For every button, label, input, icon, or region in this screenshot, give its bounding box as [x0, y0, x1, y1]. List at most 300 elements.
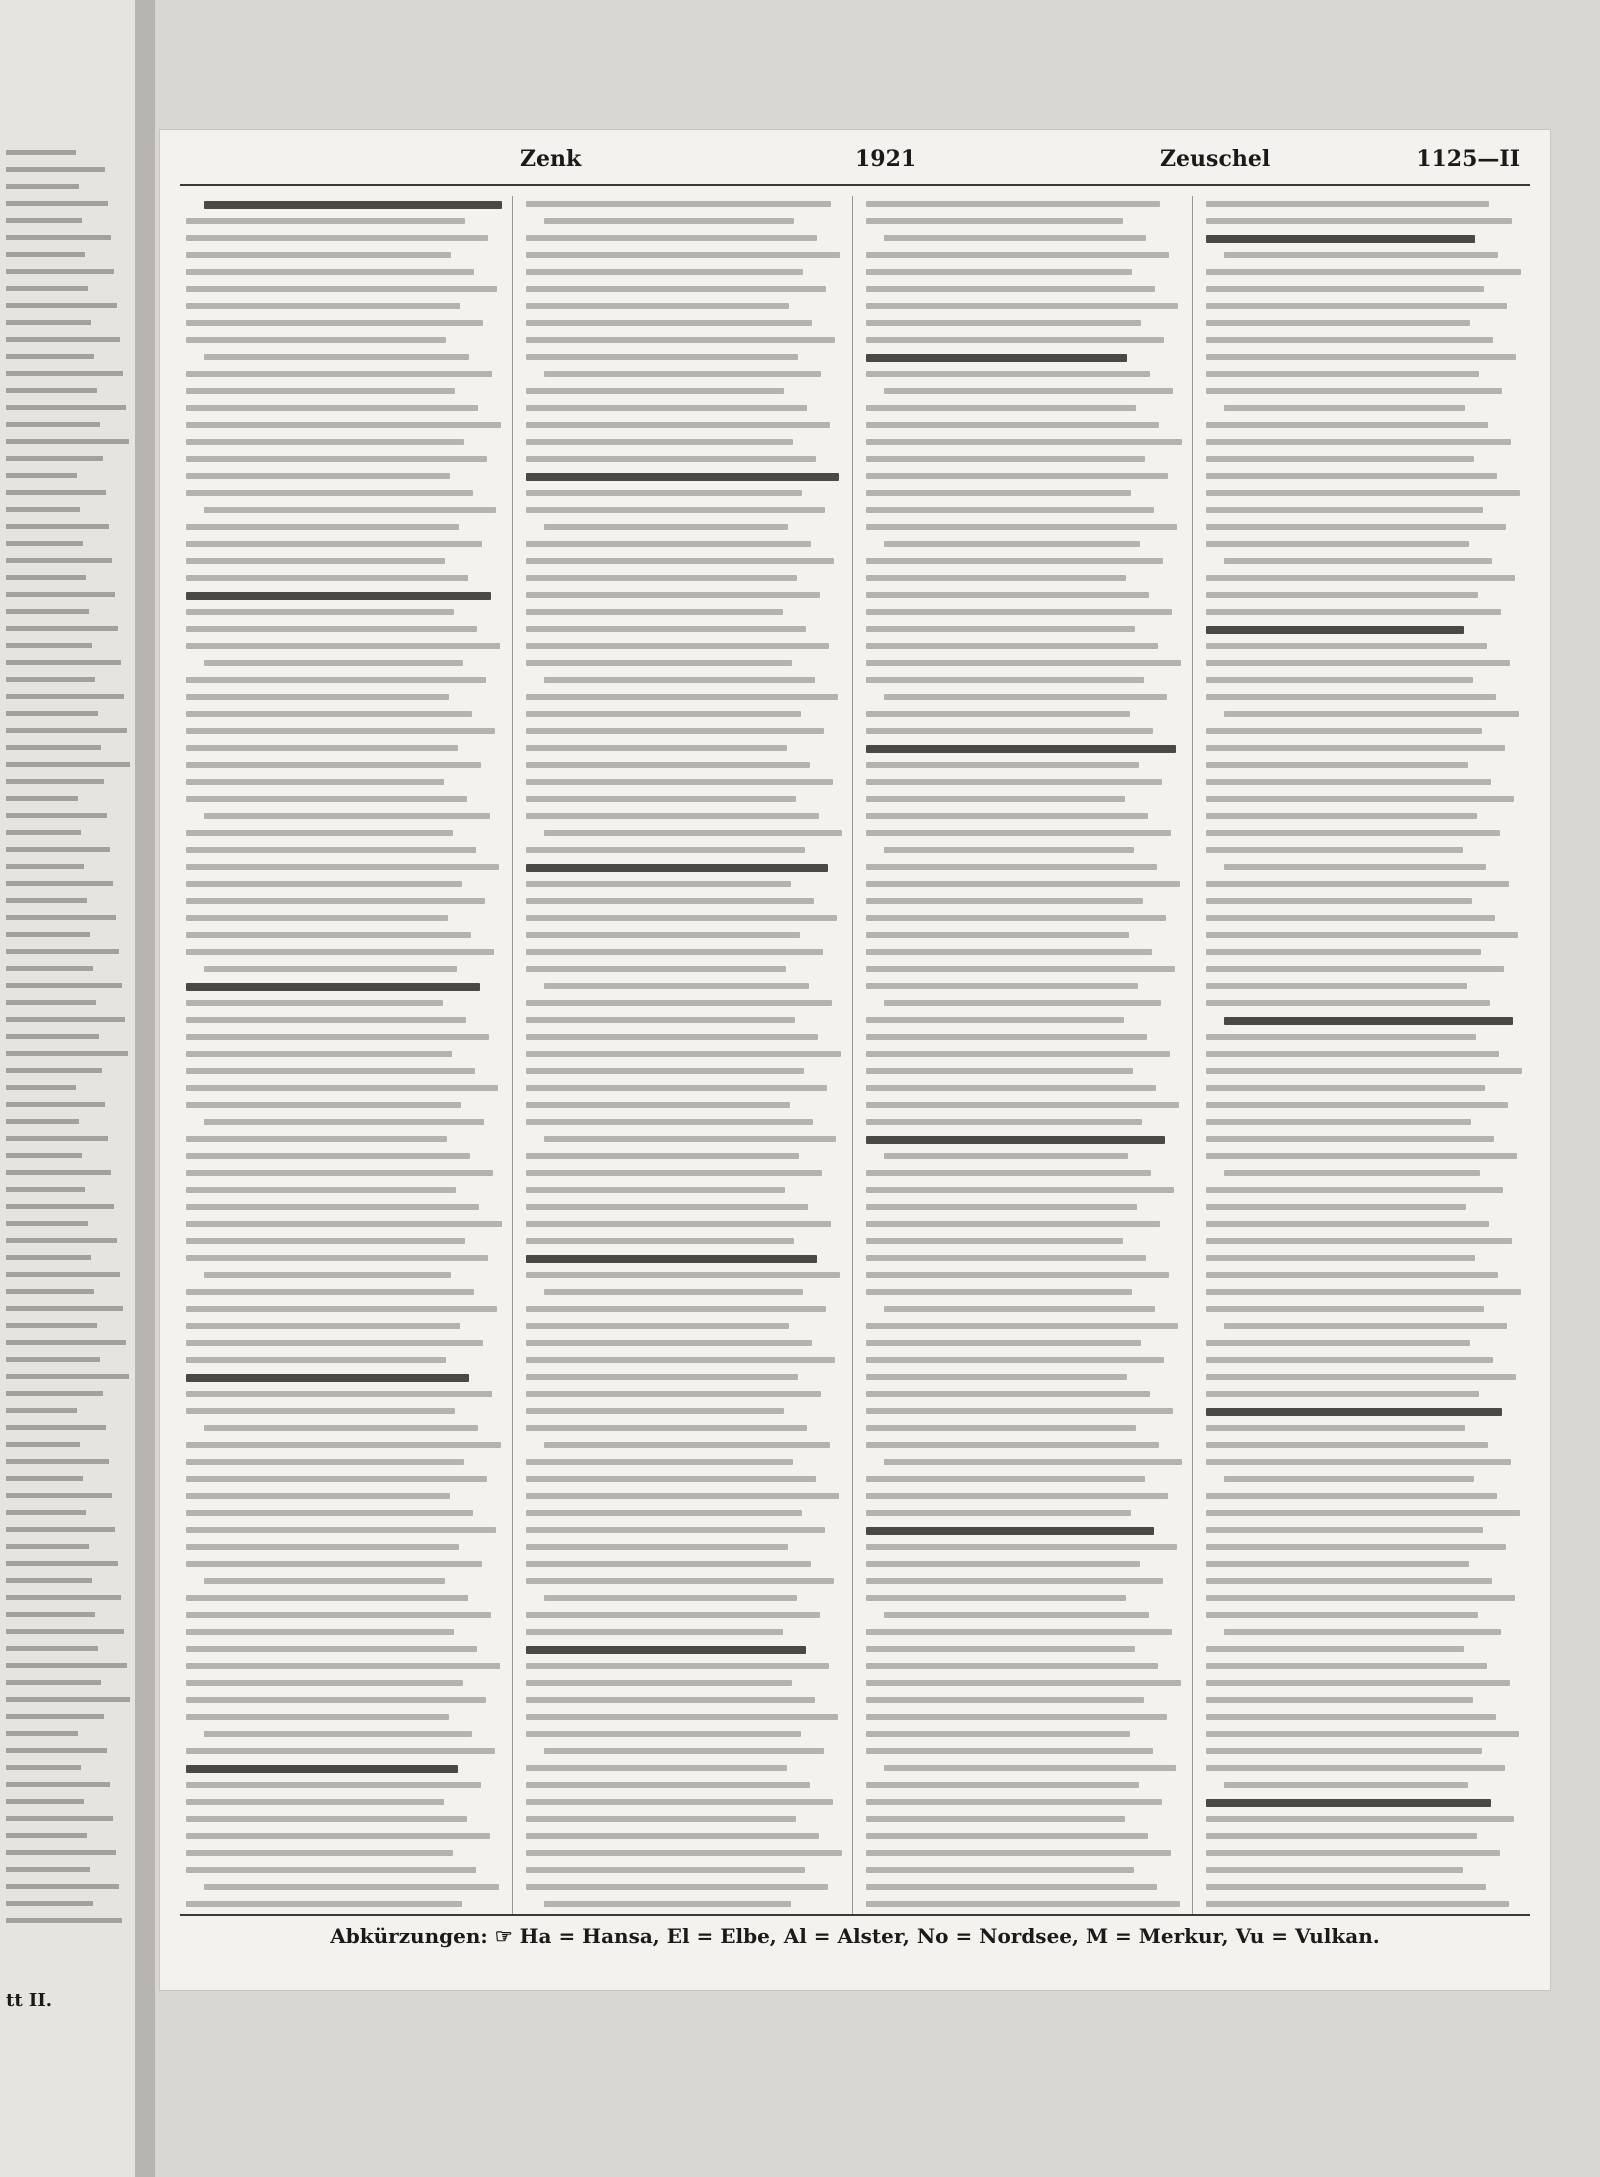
- entry-line-placeholder: [1206, 1425, 1465, 1431]
- entry-line-placeholder: [1206, 1034, 1476, 1040]
- entry-line-placeholder: [186, 949, 494, 955]
- entry-line-placeholder: [1206, 1374, 1516, 1380]
- entry-line-placeholder: [1206, 762, 1468, 768]
- entry-line-placeholder: [186, 252, 451, 258]
- entry-line-placeholder: [186, 1017, 466, 1023]
- entry-line-placeholder: [526, 1306, 826, 1312]
- previous-page-line-placeholder: [6, 1238, 117, 1243]
- entry-line-placeholder: [204, 660, 463, 666]
- entry-line-placeholder: [866, 524, 1177, 530]
- entry-line-placeholder: [526, 490, 802, 496]
- entry-line-placeholder: [866, 303, 1178, 309]
- entry-line-placeholder: [526, 1068, 804, 1074]
- entry-line-placeholder: [1206, 1578, 1492, 1584]
- entry-line-placeholder: [866, 1170, 1151, 1176]
- last-entry-name: Zeuschel: [1160, 146, 1271, 172]
- entry-line-placeholder: [526, 1153, 799, 1159]
- previous-page-line-placeholder: [6, 1867, 90, 1872]
- previous-page-line-placeholder: [6, 1629, 124, 1634]
- entry-line-placeholder: [186, 286, 497, 292]
- entry-line-placeholder: [866, 915, 1166, 921]
- entry-line-placeholder: [1206, 1799, 1491, 1807]
- entry-line-placeholder: [884, 847, 1134, 853]
- entry-line-placeholder: [526, 1765, 787, 1771]
- entry-line-placeholder: [526, 1527, 825, 1533]
- entry-line-placeholder: [204, 354, 469, 360]
- entry-line-placeholder: [186, 1187, 456, 1193]
- entry-line-placeholder: [1206, 1595, 1515, 1601]
- previous-page-line-placeholder: [6, 711, 98, 716]
- entry-line-placeholder: [186, 643, 500, 649]
- entry-line-placeholder: [186, 728, 495, 734]
- entry-line-placeholder: [1206, 796, 1514, 802]
- entry-line-placeholder: [186, 320, 483, 326]
- entry-line-placeholder: [1206, 728, 1482, 734]
- entry-line-placeholder: [186, 983, 480, 991]
- entry-line-placeholder: [1206, 813, 1477, 819]
- entry-line-placeholder: [866, 252, 1169, 258]
- entry-line-placeholder: [866, 1629, 1172, 1635]
- entry-line-placeholder: [526, 541, 811, 547]
- entry-line-placeholder: [1224, 1476, 1474, 1482]
- entry-line-placeholder: [526, 932, 800, 938]
- entry-line-placeholder: [866, 1017, 1124, 1023]
- entry-line-placeholder: [526, 456, 816, 462]
- entry-line-placeholder: [1206, 779, 1491, 785]
- entry-line-placeholder: [526, 575, 797, 581]
- entry-line-placeholder: [1206, 1119, 1471, 1125]
- previous-page-line-placeholder: [6, 150, 76, 155]
- entry-line-placeholder: [186, 1000, 443, 1006]
- entry-line-placeholder: [186, 779, 444, 785]
- entry-line-placeholder: [866, 1697, 1144, 1703]
- entry-line-placeholder: [1206, 218, 1512, 224]
- entry-line-placeholder: [186, 915, 448, 921]
- previous-page-line-placeholder: [6, 932, 90, 937]
- previous-page-line-placeholder: [6, 1714, 104, 1719]
- entry-line-placeholder: [204, 201, 502, 209]
- entry-line-placeholder: [186, 609, 454, 615]
- entry-line-placeholder: [204, 966, 457, 972]
- entry-line-placeholder: [866, 1340, 1141, 1346]
- entry-line-placeholder: [866, 1204, 1137, 1210]
- entry-line-placeholder: [526, 898, 814, 904]
- entry-line-placeholder: [1206, 1289, 1521, 1295]
- entry-line-placeholder: [866, 1493, 1168, 1499]
- entry-line-placeholder: [526, 1272, 840, 1278]
- entry-line-placeholder: [866, 1561, 1140, 1567]
- entry-line-placeholder: [186, 1221, 502, 1227]
- directory-page: [160, 130, 1550, 1990]
- entry-line-placeholder: [526, 1867, 805, 1873]
- entry-line-placeholder: [186, 1323, 460, 1329]
- entry-line-placeholder: [866, 439, 1182, 445]
- entry-line-placeholder: [866, 1102, 1179, 1108]
- entry-line-placeholder: [866, 1136, 1165, 1144]
- entry-line-placeholder: [186, 1544, 459, 1550]
- previous-page-line-placeholder: [6, 1697, 130, 1702]
- previous-page-line-placeholder: [6, 269, 114, 274]
- previous-page-line-placeholder: [6, 1833, 87, 1838]
- entry-line-placeholder: [866, 354, 1127, 362]
- entry-line-placeholder: [186, 1459, 464, 1465]
- previous-page-line-placeholder: [6, 575, 86, 580]
- entry-line-placeholder: [204, 813, 490, 819]
- previous-page-line-placeholder: [6, 830, 81, 835]
- entry-line-placeholder: [186, 1051, 452, 1057]
- entry-line-placeholder: [186, 1816, 467, 1822]
- entry-line-placeholder: [526, 592, 820, 598]
- entry-line-placeholder: [866, 1646, 1135, 1652]
- entry-line-placeholder: [526, 1255, 817, 1263]
- entry-line-placeholder: [186, 1663, 500, 1669]
- entry-line-placeholder: [1206, 1884, 1486, 1890]
- entry-line-placeholder: [1206, 677, 1473, 683]
- entry-line-placeholder: [526, 388, 784, 394]
- entry-line-placeholder: [186, 1204, 479, 1210]
- previous-page-line-placeholder: [6, 847, 110, 852]
- previous-page-line-placeholder: [6, 507, 80, 512]
- entry-line-placeholder: [186, 269, 474, 275]
- previous-page-line-placeholder: [6, 286, 88, 291]
- entry-line-placeholder: [1206, 1510, 1520, 1516]
- previous-page-line-placeholder: [6, 1510, 86, 1515]
- entry-line-placeholder: [1206, 1816, 1514, 1822]
- entry-line-placeholder: [186, 1102, 461, 1108]
- previous-page-line-placeholder: [6, 1425, 106, 1430]
- entry-line-placeholder: [526, 1051, 841, 1057]
- entry-line-placeholder: [1206, 1187, 1503, 1193]
- entry-line-placeholder: [204, 507, 496, 513]
- previous-page-line-placeholder: [6, 405, 126, 410]
- entry-line-placeholder: [526, 1102, 790, 1108]
- entry-line-placeholder: [1206, 1442, 1488, 1448]
- entry-line-placeholder: [186, 1561, 482, 1567]
- entry-line-placeholder: [866, 983, 1138, 989]
- entry-line-placeholder: [866, 1527, 1154, 1535]
- entry-line-placeholder: [866, 1578, 1163, 1584]
- entry-line-placeholder: [526, 286, 826, 292]
- entry-line-placeholder: [1206, 1646, 1464, 1652]
- previous-page-line-placeholder: [6, 1493, 112, 1498]
- entry-line-placeholder: [544, 371, 821, 377]
- entry-line-placeholder: [1206, 1714, 1496, 1720]
- previous-page-line-placeholder: [6, 1374, 129, 1379]
- entry-line-placeholder: [526, 1714, 838, 1720]
- entry-line-placeholder: [526, 269, 803, 275]
- previous-page-line-placeholder: [6, 337, 120, 342]
- entry-line-placeholder: [1206, 490, 1520, 496]
- entry-line-placeholder: [186, 456, 487, 462]
- abbreviation-key: Abkürzungen: ☞ Ha = Hansa, El = Elbe, Al = Alster, No = Nordsee, M = Merkur, Vu = Vulkan.: [180, 1914, 1530, 1956]
- previous-page-line-placeholder: [6, 1102, 105, 1107]
- entry-line-placeholder: [866, 1476, 1145, 1482]
- previous-page-footnote: tt II.: [6, 1990, 53, 2011]
- entry-line-placeholder: [186, 1833, 490, 1839]
- entry-line-placeholder: [866, 592, 1149, 598]
- entry-line-placeholder: [186, 1085, 498, 1091]
- entry-line-placeholder: [526, 1782, 810, 1788]
- entry-line-placeholder: [1206, 201, 1489, 207]
- entry-line-placeholder: [866, 1289, 1132, 1295]
- previous-page-line-placeholder: [6, 201, 108, 206]
- entry-line-placeholder: [866, 1748, 1153, 1754]
- entry-line-placeholder: [866, 745, 1176, 753]
- entry-line-placeholder: [526, 626, 806, 632]
- entry-line-placeholder: [1206, 1102, 1508, 1108]
- previous-page-line-placeholder: [6, 728, 127, 733]
- column-4: [1200, 196, 1532, 1916]
- previous-page-line-placeholder: [6, 677, 95, 682]
- entry-line-placeholder: [1206, 1000, 1490, 1006]
- previous-page-line-placeholder: [6, 1068, 102, 1073]
- entry-line-placeholder: [526, 1085, 827, 1091]
- entry-line-placeholder: [1206, 592, 1478, 598]
- entry-line-placeholder: [1224, 711, 1519, 717]
- previous-page-line-placeholder: [6, 320, 91, 325]
- previous-page-line-placeholder: [6, 1544, 89, 1549]
- previous-page-line-placeholder: [6, 1408, 77, 1413]
- entry-line-placeholder: [1206, 1765, 1505, 1771]
- previous-page-line-placeholder: [6, 1272, 120, 1277]
- previous-page-line-placeholder: [6, 915, 116, 920]
- entry-line-placeholder: [866, 490, 1131, 496]
- previous-page-line-placeholder: [6, 1561, 118, 1566]
- entry-line-placeholder: [866, 609, 1172, 615]
- entry-line-placeholder: [1224, 864, 1486, 870]
- entry-line-placeholder: [544, 1595, 797, 1601]
- entry-line-placeholder: [544, 1901, 791, 1907]
- previous-page-line-placeholder: [6, 524, 109, 529]
- entry-line-placeholder: [1206, 1391, 1479, 1397]
- entry-line-placeholder: [866, 1357, 1164, 1363]
- entry-line-placeholder: [866, 1510, 1131, 1516]
- year: 1921: [855, 146, 917, 172]
- entry-line-placeholder: [1206, 1544, 1506, 1550]
- entry-line-placeholder: [866, 1663, 1158, 1669]
- entry-line-placeholder: [526, 1731, 801, 1737]
- previous-page-line-placeholder: [6, 1085, 76, 1090]
- previous-page-line-placeholder: [6, 1765, 81, 1770]
- entry-line-placeholder: [526, 949, 823, 955]
- entry-line-placeholder: [1206, 1561, 1469, 1567]
- entry-line-placeholder: [526, 609, 783, 615]
- entry-line-placeholder: [866, 422, 1159, 428]
- entry-line-placeholder: [1224, 252, 1498, 258]
- entry-line-placeholder: [526, 1204, 808, 1210]
- previous-page-line-placeholder: [6, 1442, 80, 1447]
- entry-line-placeholder: [526, 1000, 832, 1006]
- entry-line-placeholder: [526, 1646, 806, 1654]
- entry-line-placeholder: [526, 507, 825, 513]
- previous-page-line-placeholder: [6, 422, 100, 427]
- entry-line-placeholder: [1206, 1527, 1483, 1533]
- previous-page-line-placeholder: [6, 1816, 113, 1821]
- entry-line-placeholder: [526, 1799, 833, 1805]
- entry-line-placeholder: [1206, 371, 1479, 377]
- entry-line-placeholder: [526, 813, 819, 819]
- entry-line-placeholder: [186, 762, 481, 768]
- entry-line-placeholder: [186, 1612, 491, 1618]
- previous-page-line-placeholder: [6, 1000, 96, 1005]
- entry-line-placeholder: [866, 1068, 1133, 1074]
- previous-page-line-placeholder: [6, 1578, 92, 1583]
- entry-line-placeholder: [544, 677, 815, 683]
- entry-line-placeholder: [866, 286, 1155, 292]
- entry-line-placeholder: [1206, 320, 1470, 326]
- entry-line-placeholder: [866, 1714, 1167, 1720]
- entry-line-placeholder: [1206, 1272, 1498, 1278]
- previous-page-line-placeholder: [6, 1476, 83, 1481]
- entry-line-placeholder: [1206, 269, 1521, 275]
- entry-line-placeholder: [884, 1612, 1149, 1618]
- entry-line-placeholder: [866, 371, 1150, 377]
- entry-line-placeholder: [526, 745, 787, 751]
- previous-page-line-placeholder: [6, 1340, 126, 1345]
- entry-line-placeholder: [1206, 660, 1510, 666]
- previous-page-line-placeholder: [6, 1459, 109, 1464]
- entry-line-placeholder: [526, 1238, 794, 1244]
- entry-line-placeholder: [526, 1578, 834, 1584]
- entry-line-placeholder: [884, 1000, 1161, 1006]
- entry-line-placeholder: [866, 1051, 1170, 1057]
- entry-line-placeholder: [1206, 966, 1504, 972]
- entry-line-placeholder: [186, 881, 462, 887]
- entry-line-placeholder: [186, 1748, 495, 1754]
- previous-page-line-placeholder: [6, 388, 97, 393]
- entry-line-placeholder: [866, 1391, 1150, 1397]
- entry-line-placeholder: [866, 1595, 1126, 1601]
- entry-line-placeholder: [866, 218, 1123, 224]
- previous-page-line-placeholder: [6, 626, 118, 631]
- entry-line-placeholder: [526, 660, 792, 666]
- column-1: [180, 196, 513, 1916]
- entry-line-placeholder: [526, 337, 835, 343]
- entry-line-placeholder: [526, 1816, 796, 1822]
- entry-line-placeholder: [526, 881, 791, 887]
- entry-line-placeholder: [1224, 1323, 1507, 1329]
- entry-line-placeholder: [884, 1765, 1176, 1771]
- entry-line-placeholder: [884, 1306, 1155, 1312]
- entry-line-placeholder: [526, 966, 786, 972]
- previous-page-line-placeholder: [6, 1170, 111, 1175]
- entry-line-placeholder: [884, 235, 1146, 241]
- column-2: [520, 196, 853, 1916]
- previous-page-line-placeholder: [6, 1731, 78, 1736]
- entry-line-placeholder: [1206, 1238, 1512, 1244]
- entry-line-placeholder: [866, 201, 1160, 207]
- entry-line-placeholder: [1206, 949, 1481, 955]
- entry-line-placeholder: [204, 1884, 499, 1890]
- entry-line-placeholder: [526, 643, 829, 649]
- entry-line-placeholder: [866, 575, 1126, 581]
- entry-line-placeholder: [866, 1731, 1130, 1737]
- entry-line-placeholder: [186, 303, 460, 309]
- entry-line-placeholder: [866, 1680, 1181, 1686]
- entry-line-placeholder: [1206, 1867, 1463, 1873]
- entry-line-placeholder: [186, 1527, 496, 1533]
- entry-line-placeholder: [186, 1850, 453, 1856]
- entry-line-placeholder: [866, 1119, 1142, 1125]
- entry-line-placeholder: [526, 779, 833, 785]
- entry-line-placeholder: [186, 1595, 468, 1601]
- entry-line-placeholder: [526, 1323, 789, 1329]
- first-entry-name: Zenk: [520, 146, 582, 172]
- entry-line-placeholder: [526, 354, 798, 360]
- entry-line-placeholder: [1224, 1017, 1513, 1025]
- entry-line-placeholder: [866, 1255, 1146, 1261]
- entry-line-placeholder: [186, 898, 485, 904]
- entry-line-placeholder: [186, 1476, 487, 1482]
- entry-line-placeholder: [526, 694, 838, 700]
- entry-line-placeholder: [186, 541, 482, 547]
- entry-line-placeholder: [1206, 1731, 1519, 1737]
- previous-page-line-placeholder: [6, 167, 105, 172]
- previous-page-line-placeholder: [6, 1204, 114, 1209]
- entry-line-placeholder: [526, 1425, 807, 1431]
- entry-line-placeholder: [186, 1408, 455, 1414]
- entry-line-placeholder: [526, 1561, 811, 1567]
- entry-line-placeholder: [544, 1748, 824, 1754]
- entry-line-placeholder: [186, 847, 476, 853]
- entry-line-placeholder: [544, 1289, 803, 1295]
- entry-line-placeholder: [1206, 1748, 1482, 1754]
- entry-line-placeholder: [526, 422, 830, 428]
- entry-line-placeholder: [186, 1697, 486, 1703]
- previous-page-line-placeholder: [6, 779, 104, 784]
- entry-line-placeholder: [866, 779, 1162, 785]
- entry-line-placeholder: [186, 1170, 493, 1176]
- previous-page-line-placeholder: [6, 252, 85, 257]
- entry-line-placeholder: [204, 1731, 472, 1737]
- entry-line-placeholder: [1206, 898, 1472, 904]
- running-head: [180, 142, 1530, 186]
- previous-page-line-placeholder: [6, 541, 83, 546]
- entry-line-placeholder: [866, 711, 1130, 717]
- entry-line-placeholder: [1206, 1459, 1511, 1465]
- previous-page-line-placeholder: [6, 1799, 84, 1804]
- entry-line-placeholder: [1206, 626, 1464, 634]
- entry-line-placeholder: [526, 1476, 816, 1482]
- page-number: 1125—II: [1416, 146, 1520, 172]
- entry-line-placeholder: [1206, 1357, 1493, 1363]
- entry-line-placeholder: [1206, 439, 1511, 445]
- entry-line-placeholder: [186, 1136, 447, 1142]
- entry-line-placeholder: [866, 643, 1158, 649]
- entry-line-placeholder: [866, 1085, 1156, 1091]
- entry-line-placeholder: [866, 1901, 1180, 1907]
- entry-line-placeholder: [204, 1272, 451, 1278]
- previous-page-line-placeholder: [6, 303, 117, 308]
- previous-page-line-placeholder: [6, 1850, 116, 1855]
- entry-line-placeholder: [866, 1799, 1162, 1805]
- previous-page-line-placeholder: [6, 1153, 82, 1158]
- entry-line-placeholder: [1206, 1850, 1500, 1856]
- entry-line-placeholder: [526, 915, 837, 921]
- entry-line-placeholder: [866, 1442, 1159, 1448]
- entry-line-placeholder: [1224, 405, 1465, 411]
- previous-page-line-placeholder: [6, 354, 94, 359]
- previous-page-line-placeholder: [6, 1119, 79, 1124]
- entry-line-placeholder: [526, 1340, 812, 1346]
- entry-line-placeholder: [526, 864, 828, 872]
- previous-page-line-placeholder: [6, 439, 129, 444]
- entry-line-placeholder: [1206, 337, 1493, 343]
- previous-page-line-placeholder: [6, 762, 130, 767]
- previous-page-line-placeholder: [6, 1255, 91, 1260]
- entry-line-placeholder: [186, 439, 464, 445]
- entry-line-placeholder: [186, 524, 459, 530]
